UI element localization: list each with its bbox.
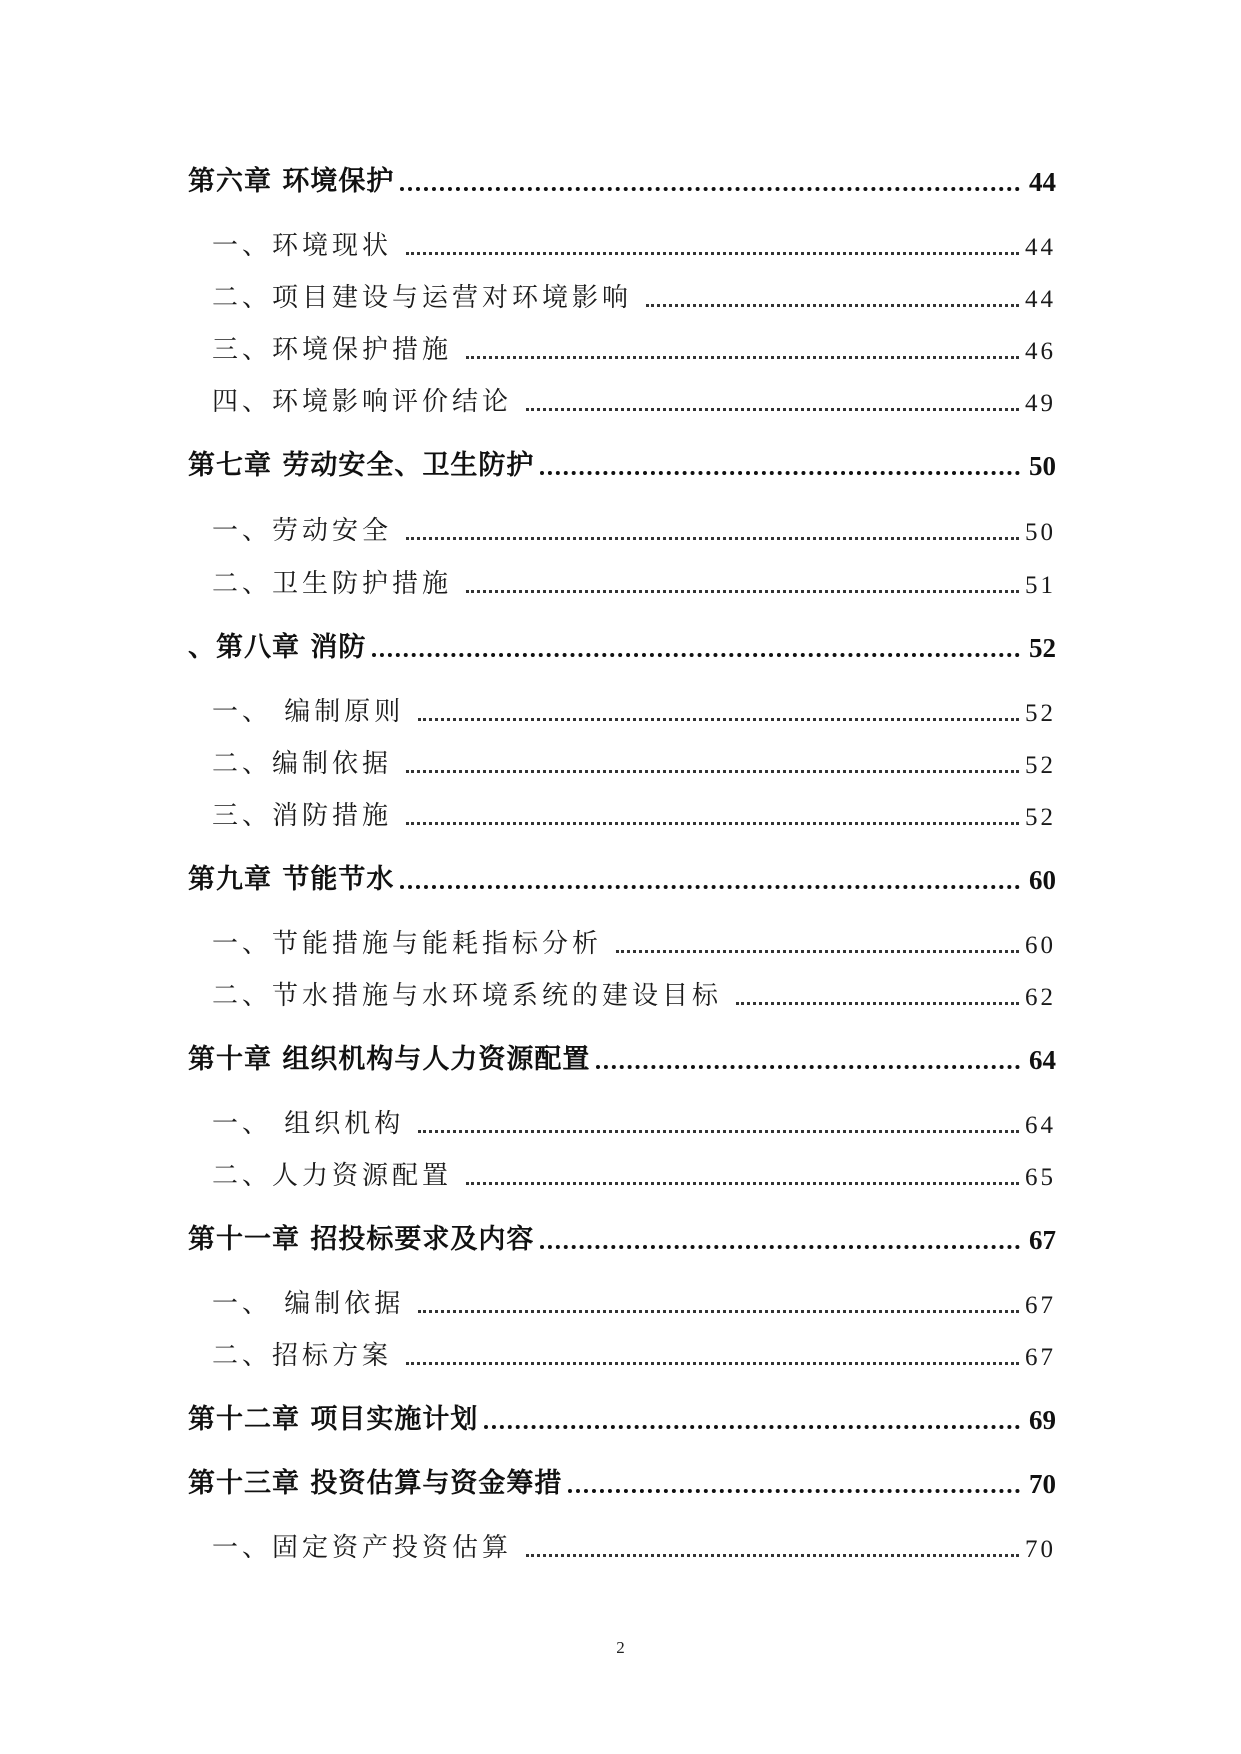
toc-section[interactable] xyxy=(188,378,1056,418)
dot-leader xyxy=(406,822,1019,825)
toc-entry-page: 67 xyxy=(1029,1225,1056,1255)
toc-entry-label: 一、环境现状 xyxy=(212,231,393,261)
dot-leader xyxy=(406,537,1019,540)
toc-entry-page: 46 xyxy=(1025,338,1056,365)
toc-entry-label: 第九章 节能节水 xyxy=(188,864,395,895)
toc-entry-label: 二、人力资源配置 xyxy=(212,1161,453,1191)
dot-leader xyxy=(406,252,1019,255)
dot-leader xyxy=(466,590,1019,593)
dot-leader xyxy=(418,1130,1019,1133)
toc-entry-page: 64 xyxy=(1025,1112,1056,1139)
toc-entry-label: 二、节水措施与水环境系统的建设目标 xyxy=(212,981,723,1011)
toc-section[interactable] xyxy=(188,274,1056,314)
toc-chapter-8[interactable] xyxy=(188,624,1056,664)
toc-entry-page: 52 xyxy=(1025,700,1056,727)
dot-leader xyxy=(418,1310,1019,1313)
dot-leader xyxy=(736,1002,1019,1005)
dot-leader xyxy=(484,1425,1020,1429)
toc-entry-label: 一、 编制依据 xyxy=(212,1289,405,1319)
dot-leader xyxy=(646,304,1019,307)
toc-entry-label: 第十二章 项目实施计划 xyxy=(188,1404,479,1435)
toc-section[interactable] xyxy=(188,792,1056,832)
toc-entry-label: 、第八章 消防 xyxy=(188,632,367,663)
toc-entry-page: 62 xyxy=(1025,984,1056,1011)
toc-section[interactable] xyxy=(188,326,1056,366)
dot-leader xyxy=(418,718,1019,721)
toc-chapter-13[interactable] xyxy=(188,1460,1056,1500)
toc-section[interactable] xyxy=(188,1100,1056,1140)
page-number: 2 xyxy=(616,1638,625,1657)
toc-entry-label: 三、环境保护措施 xyxy=(212,335,453,365)
toc-entry-page: 67 xyxy=(1025,1344,1056,1371)
toc-entry-page: 67 xyxy=(1025,1292,1056,1319)
toc-entry-label: 一、固定资产投资估算 xyxy=(212,1533,513,1563)
dot-leader xyxy=(400,187,1020,191)
toc-entry-page: 52 xyxy=(1025,752,1056,779)
dot-leader xyxy=(466,1182,1019,1185)
toc-section[interactable] xyxy=(188,688,1056,728)
toc-section[interactable] xyxy=(188,920,1056,960)
toc-entry-label: 二、招标方案 xyxy=(212,1341,393,1371)
dot-leader xyxy=(568,1489,1020,1493)
dot-leader xyxy=(616,950,1019,953)
toc-section[interactable] xyxy=(188,1280,1056,1320)
toc-entry-label: 三、消防措施 xyxy=(212,801,393,831)
dot-leader xyxy=(406,770,1019,773)
toc-entry-page: 65 xyxy=(1025,1164,1056,1191)
toc-entry-label: 四、环境影响评价结论 xyxy=(212,387,513,417)
toc-chapter-7[interactable] xyxy=(188,442,1056,482)
toc-entry-label: 二、卫生防护措施 xyxy=(212,569,453,599)
toc-section[interactable] xyxy=(188,740,1056,780)
toc-entry-label: 一、劳动安全 xyxy=(212,516,393,546)
toc-entry-page: 69 xyxy=(1029,1405,1056,1435)
dot-leader xyxy=(406,1362,1019,1365)
toc-section[interactable] xyxy=(188,507,1056,547)
toc-entry-label: 一、 组织机构 xyxy=(212,1109,405,1139)
toc-section[interactable] xyxy=(188,1152,1056,1192)
toc-chapter-11[interactable] xyxy=(188,1216,1056,1256)
toc-entry-page: 70 xyxy=(1029,1469,1056,1499)
toc-section[interactable] xyxy=(188,560,1056,600)
toc-entry-page: 50 xyxy=(1025,519,1056,546)
toc-entry-label: 一、 编制原则 xyxy=(212,697,405,727)
toc-entry-label: 一、节能措施与能耗指标分析 xyxy=(212,929,603,959)
toc-section[interactable] xyxy=(188,972,1056,1012)
toc-entry-label: 第六章 环境保护 xyxy=(188,166,395,197)
dot-leader xyxy=(596,1065,1020,1069)
toc-entry-page: 50 xyxy=(1029,451,1056,481)
toc-entry-page: 60 xyxy=(1029,865,1056,895)
toc-entry-label: 第七章 劳动安全、卫生防护 xyxy=(188,450,535,481)
dot-leader xyxy=(372,653,1020,657)
toc-entry-label: 二、编制依据 xyxy=(212,749,393,779)
toc-entry-page: 49 xyxy=(1025,390,1056,417)
dot-leader xyxy=(540,1245,1020,1249)
dot-leader xyxy=(526,1554,1019,1557)
toc-entry-page: 70 xyxy=(1025,1536,1056,1563)
dot-leader xyxy=(540,471,1020,475)
toc-chapter-12[interactable] xyxy=(188,1396,1056,1436)
toc-chapter-10[interactable] xyxy=(188,1036,1056,1076)
toc-chapter-9[interactable] xyxy=(188,856,1056,896)
toc-section[interactable] xyxy=(188,1524,1056,1564)
toc-entry-page: 44 xyxy=(1025,286,1056,313)
toc-entry-label: 第十三章 投资估算与资金筹措 xyxy=(188,1468,563,1499)
dot-leader xyxy=(526,408,1019,411)
toc-entry-label: 第十章 组织机构与人力资源配置 xyxy=(188,1044,591,1075)
toc-section[interactable] xyxy=(188,222,1056,262)
toc-section[interactable] xyxy=(188,1332,1056,1372)
toc-entry-page: 52 xyxy=(1025,804,1056,831)
toc-entry-page: 51 xyxy=(1025,572,1056,599)
dot-leader xyxy=(466,356,1019,359)
dot-leader xyxy=(400,885,1020,889)
toc-entry-page: 44 xyxy=(1025,234,1056,261)
toc-entry-label: 第十一章 招投标要求及内容 xyxy=(188,1224,535,1255)
toc-entry-page: 60 xyxy=(1025,932,1056,959)
toc-chapter-6[interactable] xyxy=(188,158,1056,198)
toc-entry-page: 52 xyxy=(1029,633,1056,663)
toc-entry-page: 64 xyxy=(1029,1045,1056,1075)
toc-entry-page: 44 xyxy=(1029,167,1056,197)
toc-entry-label: 二、项目建设与运营对环境影响 xyxy=(212,283,633,313)
